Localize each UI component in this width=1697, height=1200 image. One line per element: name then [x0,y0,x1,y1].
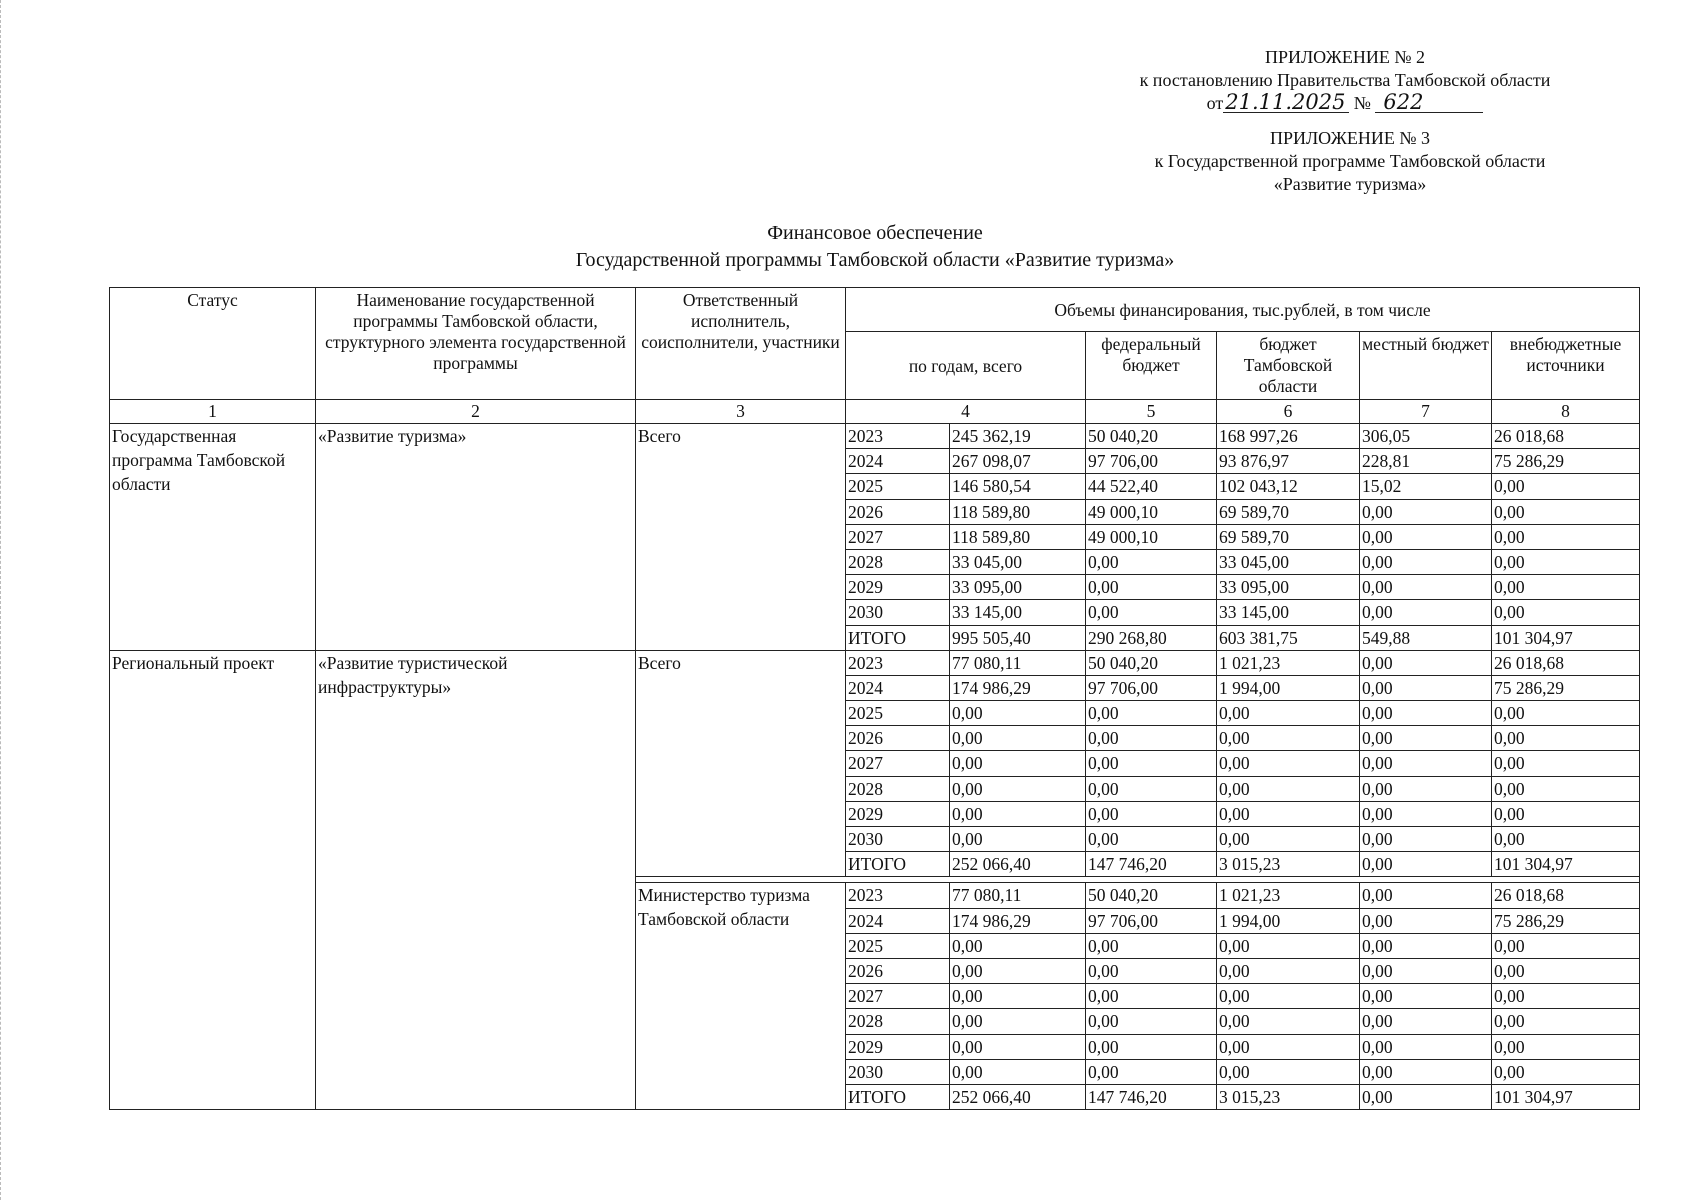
local-cell: 0,00 [1360,776,1492,801]
regional-cell: 0,00 [1217,958,1360,983]
table-body [110,424,1640,1110]
regional-cell: 1 021,23 [1217,650,1360,675]
regional-cell: 0,00 [1217,1034,1360,1059]
total-cell: 252 066,40 [950,1084,1086,1109]
local-cell: 0,00 [1360,801,1492,826]
header-executor: Ответственный исполнитель, соисполнители, участники [636,288,846,400]
federal-cell: 0,00 [1086,827,1217,852]
total-cell: 33 045,00 [950,549,1086,574]
year-cell: 2030 [846,1059,950,1084]
title-line-2: Государственной программы Тамбовской области «Развитие туризма» [575,249,1175,271]
year-cell: 2024 [846,908,950,933]
federal-cell: 147 746,20 [1086,1084,1217,1109]
federal-cell: 0,00 [1086,751,1217,776]
year-cell: 2027 [846,524,950,549]
year-cell: 2029 [846,575,950,600]
total-cell: 0,00 [950,751,1086,776]
year-cell: 2025 [846,701,950,726]
federal-cell: 0,00 [1086,958,1217,983]
regional-cell: 0,00 [1217,933,1360,958]
federal-cell: 0,00 [1086,1009,1217,1034]
year-cell: 2026 [846,958,950,983]
local-cell: 0,00 [1360,549,1492,574]
total-cell: 77 080,11 [950,650,1086,675]
extra-cell: 0,00 [1492,549,1640,574]
total-cell: 0,00 [950,801,1086,826]
header-local: местный бюджет [1360,332,1492,400]
federal-cell: 50 040,20 [1086,650,1217,675]
col-number: 2 [316,400,636,424]
year-cell: 2029 [846,801,950,826]
total-cell: 0,00 [950,1059,1086,1084]
year-cell: ИТОГО [846,852,950,877]
scan-edge [0,0,4,1200]
regional-cell: 603 381,75 [1217,625,1360,650]
appendix-2-header [1135,46,1555,115]
number-label: № [1353,93,1371,113]
local-cell: 0,00 [1360,958,1492,983]
extra-cell: 0,00 [1492,600,1640,625]
year-cell: 2023 [846,424,950,449]
regional-cell: 69 589,70 [1217,499,1360,524]
federal-cell: 0,00 [1086,776,1217,801]
header-federal: федеральный бюджет [1086,332,1217,400]
document-title [400,220,1350,274]
local-cell: 0,00 [1360,1009,1492,1034]
executor-cell: Министерство туризма Тамбовской области [636,883,846,1110]
local-cell: 0,00 [1360,675,1492,700]
total-cell: 0,00 [950,827,1086,852]
financing-table [109,287,1640,1110]
total-cell: 33 145,00 [950,600,1086,625]
total-cell: 0,00 [950,701,1086,726]
executor-cell: Всего [636,650,846,877]
regional-cell: 0,00 [1217,1009,1360,1034]
total-cell: 0,00 [950,1009,1086,1034]
regional-cell: 3 015,23 [1217,852,1360,877]
total-cell: 77 080,11 [950,883,1086,908]
federal-cell: 44 522,40 [1086,474,1217,499]
regional-cell: 0,00 [1217,751,1360,776]
total-cell: 0,00 [950,933,1086,958]
header-extra: внебюджетные источники [1492,332,1640,400]
local-cell: 0,00 [1360,499,1492,524]
header-by-year: по годам, всего [846,332,1086,400]
year-cell: 2029 [846,1034,950,1059]
regional-cell: 0,00 [1217,1059,1360,1084]
total-cell: 0,00 [950,984,1086,1009]
regional-cell: 1 994,00 [1217,908,1360,933]
year-cell: 2030 [846,827,950,852]
year-cell: 2023 [846,883,950,908]
local-cell: 0,00 [1360,1034,1492,1059]
extra-cell: 0,00 [1492,933,1640,958]
extra-cell: 0,00 [1492,726,1640,751]
year-cell: 2026 [846,499,950,524]
federal-cell: 50 040,20 [1086,424,1217,449]
appendix-3-title: ПРИЛОЖЕНИЕ № 3 [1269,128,1431,148]
extra-cell: 0,00 [1492,524,1640,549]
local-cell: 0,00 [1360,827,1492,852]
federal-cell: 0,00 [1086,575,1217,600]
appendix-3-program: к Государственной программе Тамбовской области [1154,151,1546,171]
year-cell: 2025 [846,933,950,958]
regional-cell: 1 021,23 [1217,883,1360,908]
local-cell: 0,00 [1360,908,1492,933]
col-number: 4 [846,400,1086,424]
extra-cell: 0,00 [1492,984,1640,1009]
header-volumes: Объемы финансирования, тыс.рублей, в том числе [846,288,1640,332]
extra-cell: 0,00 [1492,474,1640,499]
total-cell: 0,00 [950,1034,1086,1059]
extra-cell: 0,00 [1492,776,1640,801]
federal-cell: 49 000,10 [1086,524,1217,549]
federal-cell: 49 000,10 [1086,499,1217,524]
regional-cell: 3 015,23 [1217,1084,1360,1109]
year-cell: 2027 [846,984,950,1009]
year-cell: ИТОГО [846,1084,950,1109]
extra-cell: 75 286,29 [1492,908,1640,933]
federal-cell: 0,00 [1086,933,1217,958]
total-cell: 995 505,40 [950,625,1086,650]
total-cell: 252 066,40 [950,852,1086,877]
extra-cell: 101 304,97 [1492,625,1640,650]
regional-cell: 168 997,26 [1217,424,1360,449]
year-cell: 2026 [846,726,950,751]
regional-cell: 0,00 [1217,827,1360,852]
year-cell: 2024 [846,675,950,700]
year-cell: 2027 [846,751,950,776]
local-cell: 15,02 [1360,474,1492,499]
regional-cell: 93 876,97 [1217,449,1360,474]
local-cell: 0,00 [1360,933,1492,958]
local-cell: 549,88 [1360,625,1492,650]
total-cell: 118 589,80 [950,524,1086,549]
table-row [110,650,1640,675]
extra-cell: 101 304,97 [1492,852,1640,877]
total-cell: 174 986,29 [950,908,1086,933]
extra-cell: 0,00 [1492,1034,1640,1059]
federal-cell: 97 706,00 [1086,449,1217,474]
extra-cell: 26 018,68 [1492,650,1640,675]
regional-cell: 0,00 [1217,801,1360,826]
year-cell: 2024 [846,449,950,474]
total-cell: 146 580,54 [950,474,1086,499]
year-cell: 2028 [846,776,950,801]
year-cell: 2023 [846,650,950,675]
extra-cell: 101 304,97 [1492,1084,1640,1109]
table-row [110,424,1640,449]
year-cell: ИТОГО [846,625,950,650]
program-name-cell: «Развитие туризма» [316,424,636,651]
local-cell: 0,00 [1360,751,1492,776]
extra-cell: 0,00 [1492,701,1640,726]
year-cell: 2028 [846,1009,950,1034]
col-number: 5 [1086,400,1217,424]
extra-cell: 26 018,68 [1492,424,1640,449]
appendix-3-header [1125,127,1575,196]
extra-cell: 75 286,29 [1492,449,1640,474]
year-cell: 2028 [846,549,950,574]
total-cell: 33 095,00 [950,575,1086,600]
local-cell: 0,00 [1360,852,1492,877]
regional-cell: 33 095,00 [1217,575,1360,600]
total-cell: 118 589,80 [950,499,1086,524]
extra-cell: 0,00 [1492,1009,1640,1034]
total-cell: 0,00 [950,776,1086,801]
federal-cell: 0,00 [1086,701,1217,726]
local-cell: 0,00 [1360,701,1492,726]
extra-cell: 26 018,68 [1492,883,1640,908]
regional-cell: 69 589,70 [1217,524,1360,549]
total-cell: 0,00 [950,726,1086,751]
extra-cell: 0,00 [1492,958,1640,983]
col-number: 6 [1217,400,1360,424]
extra-cell: 0,00 [1492,827,1640,852]
appendix-2-title: ПРИЛОЖЕНИЕ № 2 [1264,47,1426,67]
header-status: Статус [110,288,316,400]
federal-cell: 0,00 [1086,549,1217,574]
year-cell: 2025 [846,474,950,499]
handwritten-number: 622 [1375,92,1483,113]
federal-cell: 0,00 [1086,984,1217,1009]
header-regional: бюджет Тамбовской области [1217,332,1360,400]
col-number: 8 [1492,400,1640,424]
federal-cell: 97 706,00 [1086,908,1217,933]
federal-cell: 0,00 [1086,600,1217,625]
federal-cell: 0,00 [1086,726,1217,751]
regional-cell: 33 045,00 [1217,549,1360,574]
total-cell: 245 362,19 [950,424,1086,449]
regional-cell: 102 043,12 [1217,474,1360,499]
local-cell: 0,00 [1360,984,1492,1009]
local-cell: 0,00 [1360,650,1492,675]
local-cell: 0,00 [1360,524,1492,549]
federal-cell: 97 706,00 [1086,675,1217,700]
extra-cell: 0,00 [1492,801,1640,826]
col-number: 1 [110,400,316,424]
extra-cell: 75 286,29 [1492,675,1640,700]
extra-cell: 0,00 [1492,575,1640,600]
extra-cell: 0,00 [1492,751,1640,776]
executor-cell: Всего [636,424,846,651]
col-number: 7 [1360,400,1492,424]
extra-cell: 0,00 [1492,1059,1640,1084]
local-cell: 0,00 [1360,575,1492,600]
from-label: от [1206,93,1224,113]
total-cell: 174 986,29 [950,675,1086,700]
total-cell: 0,00 [950,958,1086,983]
federal-cell: 290 268,80 [1086,625,1217,650]
year-cell: 2030 [846,600,950,625]
extra-cell: 0,00 [1492,499,1640,524]
federal-cell: 50 040,20 [1086,883,1217,908]
col-number: 3 [636,400,846,424]
local-cell: 306,05 [1360,424,1492,449]
federal-cell: 0,00 [1086,801,1217,826]
header-name: Наименование государственной программы Тамбовской области, структурного элемента государственной программы [316,288,636,400]
local-cell: 0,00 [1360,726,1492,751]
regional-cell: 0,00 [1217,776,1360,801]
local-cell: 228,81 [1360,449,1492,474]
appendix-2-resolution: к постановлению Правительства Тамбовской области [1139,70,1551,90]
handwritten-date: 21.11.2025 [1223,92,1349,113]
title-line-1: Финансовое обеспечение [767,222,983,244]
federal-cell: 0,00 [1086,1059,1217,1084]
status-cell: Государственная программа Тамбовской области [110,424,316,651]
federal-cell: 0,00 [1086,1034,1217,1059]
program-name-cell: «Развитие туристической инфраструктуры» [316,650,636,1109]
local-cell: 0,00 [1360,1059,1492,1084]
regional-cell: 0,00 [1217,984,1360,1009]
federal-cell: 147 746,20 [1086,852,1217,877]
regional-cell: 1 994,00 [1217,675,1360,700]
local-cell: 0,00 [1360,1084,1492,1109]
total-cell: 267 098,07 [950,449,1086,474]
local-cell: 0,00 [1360,600,1492,625]
regional-cell: 0,00 [1217,701,1360,726]
regional-cell: 0,00 [1217,726,1360,751]
appendix-3-program-name: «Развитие туризма» [1273,174,1427,194]
regional-cell: 33 145,00 [1217,600,1360,625]
appendix-2-date-line [1135,92,1555,115]
local-cell: 0,00 [1360,883,1492,908]
status-cell: Региональный проект [110,650,316,1109]
